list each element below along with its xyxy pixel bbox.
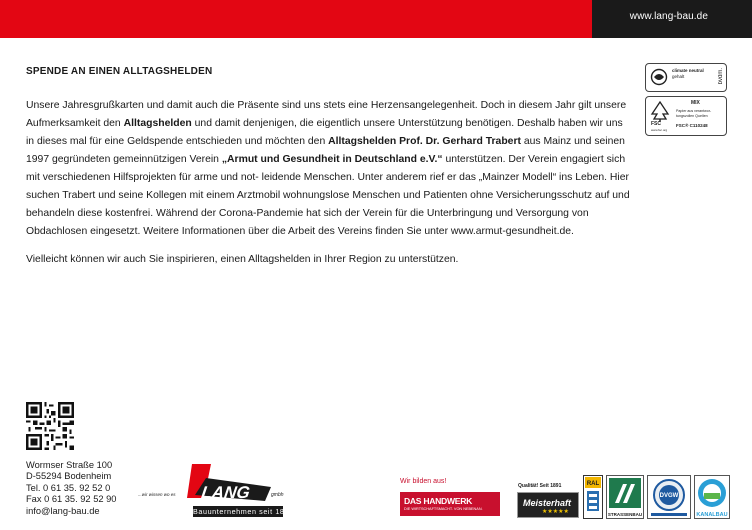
lang-tagline: ...wir wissen wo es: [138, 492, 176, 497]
header-black-bar: [592, 0, 752, 38]
handwerk-badge: [398, 478, 504, 518]
bold-highlight: Alltagshelden Prof. Dr. Gerhard Trabert: [328, 136, 521, 147]
fsc-mix-badge: [645, 96, 727, 136]
meisterhaft-box: [517, 492, 579, 518]
email-link[interactable]: info@lang-bau.de: [26, 505, 100, 516]
meisterhaft-caption: Qualität! Seit 1891: [518, 483, 562, 489]
fsc-label: FSC: [651, 121, 661, 127]
dvgw-label: DVGW: [659, 493, 679, 499]
bvdm-label: bvdm.: [718, 68, 724, 85]
fsc-code: FSC® C110248: [676, 123, 708, 128]
handwerk-subtitle: DIE WIRTSCHAFTSMACHT. VON NEBENAN.: [404, 507, 483, 511]
climate-sublabel: gehalt: [672, 74, 685, 79]
qr-code[interactable]: [26, 402, 74, 450]
ral-quality-badge: [583, 475, 603, 519]
strassenbau-badge: [606, 475, 644, 519]
text-run: unterstützen. Der Verein engagiert sich mit verschiedenen Hilfsprojekten für arme und not- leidende Menschen. Unter anderem rief er das „Mainzer Modell“ ins Leben. Hier suchen Trabert und seine Kollegen mit einem Arztmobil wohnungslose Menschen und Patienten ohne Versicherungsschutz auf und behandeln diese kostenfrei. Während der Corona-Pandemie hat sich der Verein für die Unterbringung und Versorgung von Obdachlosen eingesetzt. Weitere Informationen über die Arbeit des Vereins finden Sie unter www.armut-gesundheit.de.: [26, 154, 630, 237]
fsc-mix-label: MIX: [691, 100, 700, 106]
phone-number[interactable]: Tel. 0 61 35. 92 52 0: [26, 482, 111, 493]
handwerk-box: [400, 492, 500, 516]
fsc-desc-2: tungsvollen Quellen: [676, 114, 708, 118]
address-street: Wormser Straße 100: [26, 460, 113, 470]
letter-heading: SPENDE AN EINEN ALLTAGSHELDEN: [26, 66, 213, 77]
climate-globe-icon: [650, 68, 668, 86]
bold-highlight: Alltagshelden: [123, 118, 192, 129]
letter-body: [26, 97, 630, 269]
kanalbau-badge: [694, 475, 730, 519]
lang-wordmark: LANG: [200, 483, 252, 502]
strassenbau-label: STRASSENBAU: [607, 512, 643, 517]
website-url[interactable]: www.lang-bau.de: [629, 11, 708, 22]
lang-gmbh: gmbh: [271, 492, 284, 498]
handwerk-title: DAS HANDWERK: [404, 496, 473, 506]
header-red-bar: [0, 0, 592, 38]
fsc-tree-icon: [650, 101, 670, 123]
meisterhaft-name: Meisterhaft: [523, 498, 572, 508]
lang-slogan: Bauunternehmen seit 1891: [193, 507, 294, 516]
letter-paragraph-2: Vielleicht können wir auch Sie inspirieren, einen Alltagshelden in Ihrer Region zu unterstützen.: [26, 254, 459, 265]
address-city: D-55294 Bodenheim: [26, 471, 112, 482]
fsc-desc-1: Papier aus verantwor-: [676, 109, 712, 113]
fsc-web: www.fsc.org: [651, 128, 668, 132]
kanalbau-label: KANALBAU: [696, 512, 728, 518]
meisterhaft-badge: [515, 483, 579, 519]
letter-paragraph-1: [26, 97, 630, 241]
fax-number: Fax 0 61 35. 92 52 90: [26, 494, 117, 505]
contact-address: [26, 460, 116, 517]
climate-label: climate neutral: [672, 68, 704, 73]
dvgw-badge: [647, 475, 691, 519]
text-run: und damit denjenigen, die eigentlich unsere Unterstützung benötigen. Deshalb haben wir uns in dieses mal für eine Geldspende entschieden und möchten den: [26, 118, 623, 147]
climate-neutral-badge: [645, 63, 727, 92]
text-run: aus Mainz und seinen 1997 gegründeten gemeinnützigen Verein: [26, 136, 625, 165]
text-run: Unsere Jahresgrußkarten und damit auch die Präsente sind uns stets eine Herzensangelegenheit. Doch in diesem Jahr gilt unsere Aufmerksamkeit den: [26, 100, 627, 129]
ausbildung-caption: Wir bilden aus!: [400, 478, 447, 485]
meisterhaft-stars: ★★★★★: [542, 509, 569, 515]
bold-highlight: „Armut und Gesundheit in Deutschland e.V.“: [221, 154, 443, 165]
ral-label: RAL: [586, 481, 600, 487]
